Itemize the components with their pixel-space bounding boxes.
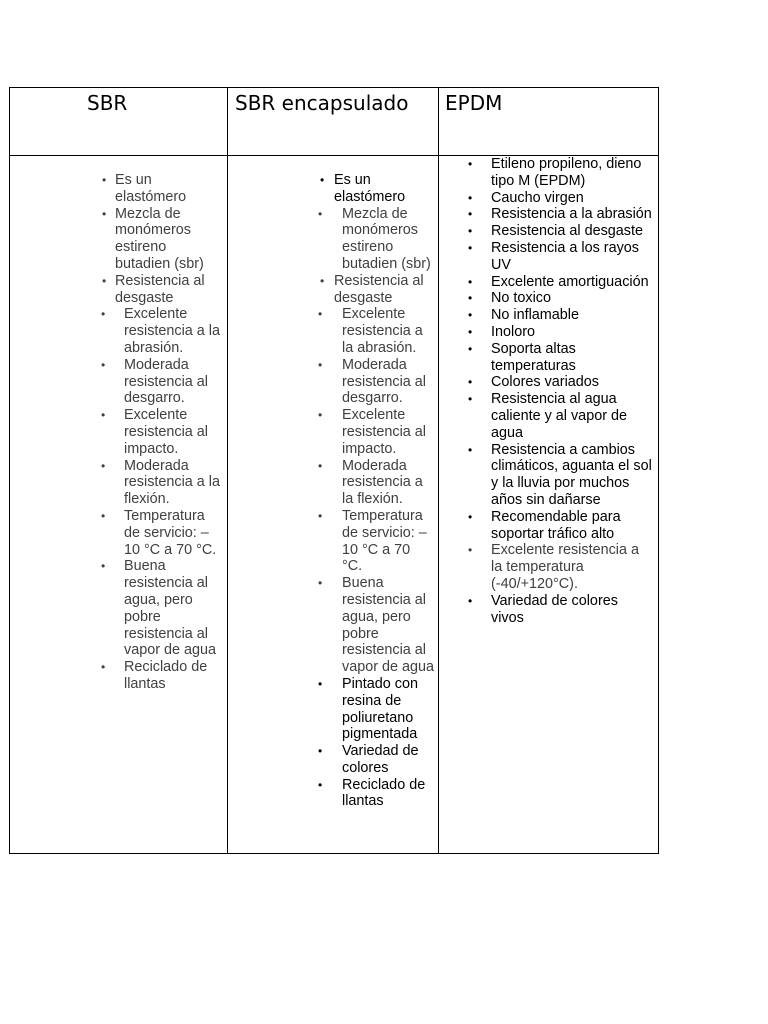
bullet-icon: • (468, 543, 473, 558)
list-item: • Colores variados (468, 374, 599, 391)
sbr-property-list (10, 156, 227, 693)
list-item: • Moderada resistencia al desgarro. (101, 356, 208, 407)
bullet-icon: • (468, 291, 473, 306)
list-item: • Excelente resistencia a la abrasión. (101, 306, 220, 356)
list-item: • Reciclado de llantas (318, 776, 426, 810)
list-item: • Excelente resistencia al impacto. (101, 407, 208, 457)
bullet-icon: • (468, 224, 473, 239)
list-item: • Buena resistencia al agua, pero pobre resistencia al vapor de agua (318, 575, 435, 676)
bullet-icon: • (101, 307, 106, 322)
column-title-epdm: EPDM (445, 91, 503, 115)
bullet-icon: • (318, 676, 323, 691)
list-item: • Caucho virgen (468, 189, 584, 206)
list-item: • Variedad de colores (318, 743, 419, 776)
list-item: • Resistencia al desgaste (320, 272, 424, 306)
bullet-icon: • (318, 408, 323, 423)
bullet-icon: • (320, 273, 325, 288)
bullet-icon: • (318, 206, 323, 221)
bullet-icon: • (468, 324, 473, 339)
bullet-icon: • (468, 308, 473, 323)
list-item: • Soporta altas temperaturas (468, 340, 576, 374)
list-item: • Resistencia a la abrasión (468, 206, 652, 223)
list-item: • Moderada resistencia a la flexión. (101, 457, 220, 508)
list-item: • Etileno propileno, dieno tipo M (EPDM) (468, 156, 642, 189)
bullet-icon: • (101, 458, 106, 473)
bullet-icon: • (101, 508, 106, 523)
bullet-icon: • (468, 157, 473, 171)
list-item: • Variedad de colores vivos (468, 592, 618, 626)
bullet-icon: • (468, 442, 473, 457)
bullet-icon: • (468, 375, 473, 390)
column-title-sbr-encapsulado: SBR encapsulado (235, 91, 409, 115)
cell-sbr-encapsulado-properties (228, 156, 439, 854)
bullet-icon: • (318, 777, 323, 792)
header-cell-epdm (439, 88, 659, 156)
bullet-icon: • (102, 173, 107, 187)
bullet-icon: • (318, 744, 323, 759)
list-item: • Temperatura de servicio: –10 °C a 70 °C. (101, 507, 217, 558)
list-item: • Buena resistencia al agua, pero pobre resistencia al vapor de agua (101, 558, 217, 659)
column-title-sbr: SBR (87, 91, 128, 115)
bullet-icon: • (318, 458, 323, 473)
list-item: • Es un elastómero (320, 172, 406, 205)
bullet-icon: • (101, 408, 106, 423)
list-item: • Excelente resistencia a la temperatura (-40/+120°C). (468, 542, 639, 592)
list-item: • Resistencia al desgaste (102, 272, 205, 306)
list-item: • Excelente resistencia al impacto. (318, 407, 426, 457)
list-item: • Resistencia a cambios climáticos, aguanta el sol y la lluvia por muchos años sin dañarse (468, 441, 652, 508)
header-cell-sbr (10, 88, 228, 156)
list-item: • Recomendable para soportar tráfico alto (468, 508, 621, 542)
list-item: • Inoloro (468, 323, 536, 340)
bullet-icon: • (468, 509, 473, 524)
bullet-icon: • (318, 508, 323, 523)
epdm-property-list (439, 156, 658, 626)
list-item: • Resistencia al agua caliente y al vapor de agua (468, 391, 627, 441)
list-item: • Resistencia al desgaste (468, 223, 643, 240)
list-item: • No inflamable (468, 307, 579, 324)
cell-sbr-properties (10, 156, 228, 854)
bullet-icon: • (101, 559, 106, 574)
bullet-icon: • (102, 206, 107, 221)
list-item: • Moderada resistencia a la flexión. (318, 457, 423, 508)
bullet-icon: • (468, 593, 473, 608)
table-body-row (10, 156, 659, 854)
bullet-icon: • (468, 392, 473, 407)
list-item: • Mezcla de monómeros estireno butadien (sbr) (318, 205, 431, 272)
list-item: • Pintado con resina de poliuretano pigmentada (318, 675, 419, 743)
bullet-icon: • (468, 341, 473, 356)
list-item: • Temperatura de servicio: –10 °C a 70 °C. (318, 507, 427, 575)
bullet-icon: • (101, 357, 106, 372)
bullet-icon: • (318, 357, 323, 372)
list-item: • Reciclado de llantas (101, 659, 208, 692)
list-item: • Moderada resistencia al desgarro. (318, 356, 426, 407)
list-item: • Mezcla de monómeros estireno butadien (sbr) (102, 205, 204, 272)
sbr-encapsulado-property-list (228, 156, 438, 810)
list-item: • Resistencia a los rayos UV (468, 239, 639, 273)
bullet-icon: • (318, 576, 323, 591)
bullet-icon: • (468, 207, 473, 222)
bullet-icon: • (468, 274, 473, 289)
bullet-icon: • (468, 190, 473, 205)
bullet-icon: • (102, 273, 107, 288)
bullet-icon: • (101, 660, 106, 675)
list-item: • Excelente resistencia a la abrasión. (318, 306, 423, 356)
bullet-icon: • (468, 240, 473, 255)
table-header-row (10, 88, 659, 156)
list-item: • No toxico (468, 290, 551, 307)
comparison-table (9, 87, 659, 854)
cell-epdm-properties (439, 156, 659, 854)
list-item: • Excelente amortiguación (468, 273, 649, 290)
bullet-icon: • (320, 173, 325, 187)
header-cell-sbr-encapsulado (228, 88, 439, 156)
list-item: • Es un elastómero (102, 172, 187, 205)
bullet-icon: • (318, 307, 323, 322)
